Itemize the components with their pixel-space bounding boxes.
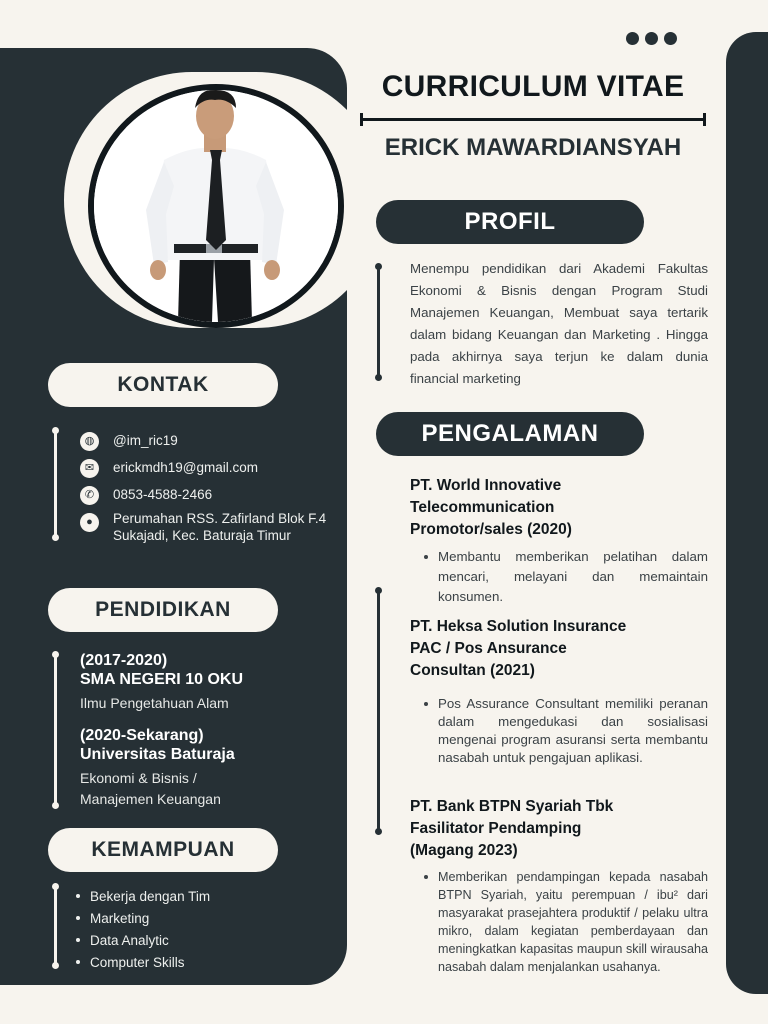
job-1-role: Promotor/sales (2020): [410, 521, 572, 538]
location-pin-icon: ●: [80, 513, 99, 532]
contact-phone-text[interactable]: 0853-4588-2466: [113, 487, 213, 502]
contact-address-text: Perumahan RSS. Zafirland Blok F.4 Sukajadi, Kec. Baturaja Timur: [113, 511, 327, 543]
job-3-company: PT. Bank BTPN Syariah Tbk: [410, 798, 614, 815]
job-2-description: Pos Assurance Consultant memiliki peranan dalam mengedukasi dan sosialisasi mengenai program asuransi serta membantu nasabah untuk pengajuan aplikasi.: [424, 695, 708, 767]
job-2-company: PT. Heksa Solution Insurance: [410, 618, 627, 635]
job-2-company-cont: PAC / Pos Ansurance: [410, 640, 567, 657]
skill-item: Computer Skills: [76, 951, 210, 973]
job-3-description: Memberikan pendampingan kepada nasabah BTPN Syariah, yaitu perempuan / ibu² dari masyarakat prasejahtera produktif / pelaku ultra mikro, dalam kegiatan pemberdayaan dan meningkatkan kapasitas maupun skill wirausaha nasabah dalam menjalankan usahanya.: [424, 868, 708, 976]
profile-text: Menempu pendidikan dari Akademi Fakultas Ekonomi & Bisnis dengan Program Studi Manajemen Keuangan, Membuat saya tertarik dalam bidang Keuangan dan Marketing . Hingga pada akhirnya saya terjun ke dalam dunia financial marketing: [410, 261, 708, 386]
skill-item: Data Analytic: [76, 929, 210, 951]
education-major-2: Ekonomi & Bisnis / Manajemen Keuangan: [80, 770, 221, 807]
mail-icon: ✉: [80, 459, 99, 478]
contact-heading: KONTAK: [48, 363, 278, 407]
job-1-company: PT. World Innovative: [410, 477, 562, 494]
job-1-description: Membantu memberikan pelatihan dalam mencari, melayani dan memaintain konsumen.: [424, 547, 708, 607]
contact-social-row: [80, 432, 178, 451]
job-2-role: Consultan (2021): [410, 662, 535, 679]
skills-list: [76, 885, 210, 973]
globe-icon: ◍: [80, 432, 99, 451]
job-1-title: [410, 475, 710, 541]
profile-heading: PROFIL: [376, 200, 644, 244]
contact-email-text[interactable]: erickmdh19@gmail.com: [113, 460, 258, 475]
experience-timeline-line: [377, 590, 380, 832]
education-heading: PENDIDIKAN: [48, 588, 278, 632]
job-3-title: [410, 796, 710, 862]
job-3-role: Fasilitator Pendamping: [410, 820, 582, 837]
job-2-title: [410, 616, 710, 682]
education-school-2: Universitas Baturaja: [80, 746, 235, 763]
education-school-1: SMA NEGERI 10 OKU: [80, 671, 243, 688]
person-illustration-icon: [94, 90, 338, 322]
education-timeline-line: [54, 654, 57, 806]
contact-social-text[interactable]: @im_ric19: [113, 433, 178, 448]
contact-phone-row: [80, 486, 212, 505]
education-period-1: (2017-2020): [80, 652, 168, 669]
contact-address-row: [80, 510, 330, 544]
title-divider: [360, 118, 706, 121]
contact-email-row: [80, 459, 258, 478]
document-title: CURRICULUM VITAE: [381, 70, 685, 103]
education-period-2: (2020-Sekarang): [80, 727, 204, 744]
skill-item: Bekerja dengan Tim: [76, 885, 210, 907]
education-major-1: Ilmu Pengetahuan Alam: [80, 695, 229, 711]
phone-icon: ✆: [80, 486, 99, 505]
job-3-period: (Magang 2023): [410, 842, 518, 859]
person-name: ERICK MAWARDIANSYAH: [384, 134, 682, 161]
skills-timeline-line: [54, 886, 57, 966]
right-decorative-bar: [726, 32, 768, 994]
profile-timeline-line: [377, 266, 380, 378]
skills-heading: KEMAMPUAN: [48, 828, 278, 872]
more-dots-icon: [626, 32, 677, 45]
experience-heading: PENGALAMAN: [376, 412, 644, 456]
contact-timeline-line: [54, 430, 57, 538]
job-1-company-cont: Telecommunication: [410, 499, 555, 516]
profile-photo: [88, 84, 344, 328]
skill-item: Marketing: [76, 907, 210, 929]
